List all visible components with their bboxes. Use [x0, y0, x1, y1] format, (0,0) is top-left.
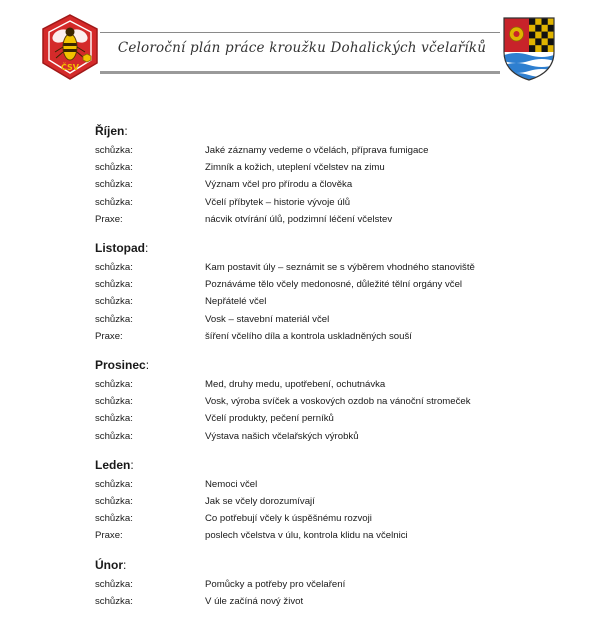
- plan-row: [95, 576, 565, 593]
- row-label: schůzka:: [95, 478, 133, 490]
- row-text: Vosk – stavební materiál včel: [205, 313, 330, 325]
- municipal-coat-of-arms-icon: [502, 16, 556, 82]
- row-text: Výstava našich včelařských výrobků: [205, 430, 359, 442]
- row-text: V úle začíná nový život: [205, 595, 304, 607]
- row-text: Co potřebují včely k úspěšnému rozvoji: [205, 513, 372, 525]
- plan-row: [95, 159, 565, 176]
- row-label: schůzka:: [95, 396, 133, 408]
- month-colon: :: [124, 124, 128, 138]
- month-name: Říjen: [95, 124, 125, 138]
- row-text: Zimník a kožich, uteplení včelstev na zimu: [205, 162, 385, 174]
- month-name: Listopad: [95, 241, 145, 256]
- month-name: Únor: [95, 557, 123, 572]
- plan-content: [95, 124, 565, 623]
- plan-row: [95, 393, 565, 410]
- month-section-prosinec: [95, 358, 565, 445]
- page-header: [0, 0, 596, 100]
- month-heading: [95, 558, 565, 573]
- month-colon: :: [145, 241, 149, 256]
- header-rule-top: [100, 32, 500, 33]
- row-label: schůzka:: [95, 578, 133, 590]
- month-heading: [95, 358, 565, 373]
- month-section-rijen: [95, 124, 565, 228]
- row-label: schůzka:: [95, 196, 133, 208]
- row-label: Praxe:: [95, 213, 123, 225]
- row-text: šíření včelího díla a kontrola uskladněných souší: [205, 330, 412, 342]
- month-name: Prosinec: [95, 358, 146, 373]
- plan-row: [95, 311, 565, 328]
- row-text: Jaké záznamy vedeme o včelách, příprava fumigace: [205, 145, 429, 156]
- plan-row: [95, 493, 565, 510]
- row-text: Význam včel pro přírodu a člověka: [205, 179, 353, 191]
- svg-text:ČSV: ČSV: [61, 63, 79, 72]
- row-label: schůzka:: [95, 595, 133, 607]
- row-text: Jak se včely dorozumívají: [205, 496, 315, 508]
- plan-row: [95, 376, 565, 393]
- month-colon: :: [130, 457, 134, 472]
- row-text: poslech včelstva v úlu, kontrola klidu na včelnici: [205, 530, 408, 542]
- plan-row: [95, 410, 565, 427]
- bee-emblem-icon: [40, 14, 100, 80]
- plan-row: [95, 142, 565, 159]
- month-name: Leden: [95, 457, 131, 472]
- month-section-unor: [95, 558, 565, 610]
- row-label: schůzka:: [95, 313, 133, 325]
- bee-emblem-logo: [40, 14, 100, 80]
- plan-row: [95, 510, 565, 527]
- row-text: Včelí příbytek – historie vývoje úlů: [205, 196, 351, 208]
- row-text: Nepřátelé včel: [205, 296, 267, 308]
- month-colon: :: [123, 557, 127, 572]
- plan-row: [95, 211, 565, 228]
- plan-row: [95, 176, 565, 193]
- row-label: schůzka:: [95, 145, 133, 156]
- header-rule-bottom: [100, 71, 500, 74]
- month-colon: :: [145, 358, 150, 373]
- row-text: Vosk, výroba svíček a voskových ozdob na vánoční stromeček: [205, 396, 471, 408]
- document-title: Celoroční plán práce kroužku Dohalických včelaříků: [117, 40, 487, 56]
- month-heading: [95, 124, 565, 139]
- row-label: schůzka:: [95, 162, 133, 174]
- coat-of-arms-logo: [502, 16, 556, 82]
- row-text: Med, druhy medu, upotřebení, ochutnávka: [205, 379, 386, 391]
- row-text: Poznáváme tělo včely medonosné, důležité tělní orgány včel: [205, 279, 463, 291]
- row-text: Kam postavit úly – seznámit se s výběrem vhodného stanoviště: [205, 262, 475, 274]
- plan-row: [95, 293, 565, 310]
- row-text: Včelí produkty, pečení perníků: [205, 413, 334, 425]
- row-label: schůzka:: [95, 262, 133, 274]
- row-label: schůzka:: [95, 513, 133, 525]
- plan-row: [95, 194, 565, 211]
- row-label: schůzka:: [95, 413, 133, 425]
- row-label: schůzka:: [95, 430, 133, 442]
- plan-row: [95, 276, 565, 293]
- row-label: Praxe:: [95, 530, 123, 542]
- plan-row: [95, 259, 565, 276]
- row-label: schůzka:: [95, 379, 133, 391]
- row-label: Praxe:: [95, 330, 123, 342]
- plan-row: [95, 328, 565, 345]
- row-text: Nemoci včel: [205, 478, 258, 490]
- plan-row: [95, 527, 565, 544]
- month-heading: [95, 241, 565, 256]
- row-text: nácvik otvírání úlů, podzimní léčení včelstev: [205, 213, 393, 225]
- plan-row: [95, 428, 565, 445]
- month-heading: [95, 458, 565, 473]
- month-section-listopad: [95, 241, 565, 345]
- row-label: schůzka:: [95, 279, 133, 291]
- row-label: schůzka:: [95, 179, 133, 191]
- plan-row: [95, 476, 565, 493]
- row-label: schůzka:: [95, 296, 133, 308]
- month-section-leden: [95, 458, 565, 545]
- row-text: Pomůcky a potřeby pro včelaření: [205, 578, 346, 590]
- row-label: schůzka:: [95, 496, 133, 508]
- plan-row: [95, 593, 565, 610]
